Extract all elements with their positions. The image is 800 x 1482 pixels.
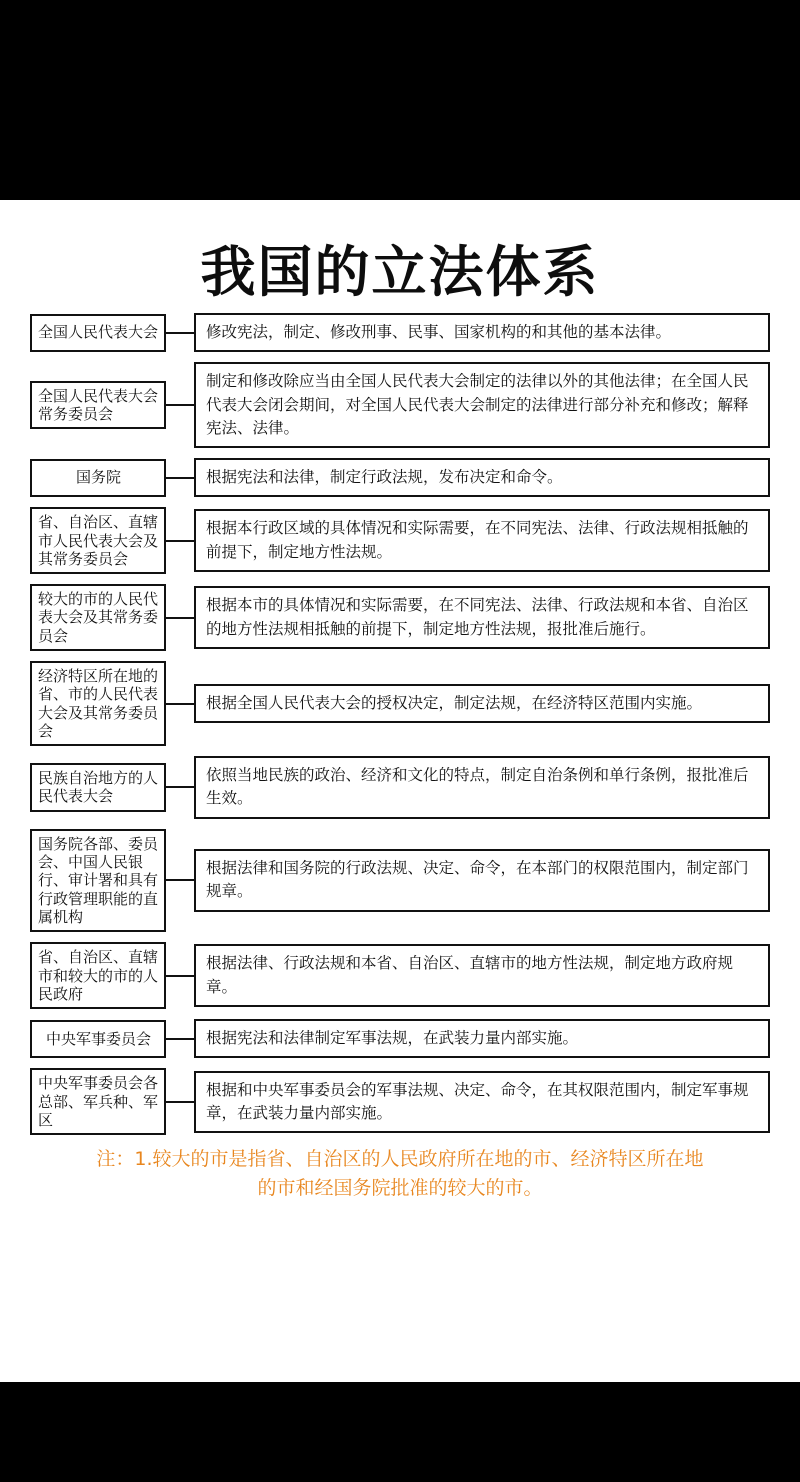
organ-box: 民族自治地方的人民代表大会 [30, 763, 166, 812]
power-box: 修改宪法，制定、修改刑事、民事、国家机构的和其他的基本法律。 [194, 313, 770, 352]
connector-line [166, 703, 194, 705]
organ-box: 全国人民代表大会 [30, 314, 166, 352]
organ-box: 较大的市的人民代表大会及其常务委员会 [30, 584, 166, 651]
table-row [30, 313, 770, 352]
table-row [30, 942, 770, 1009]
organ-box: 全国人民代表大会常务委员会 [30, 381, 166, 430]
bottom-letterbox-bar [0, 1382, 800, 1482]
table-row [30, 661, 770, 746]
power-box: 根据宪法和法律，制定行政法规，发布决定和命令。 [194, 458, 770, 497]
organ-box: 国务院各部、委员会、中国人民银行、审计署和具有行政管理职能的直属机构 [30, 829, 166, 932]
connector-line [166, 332, 194, 334]
power-box: 根据全国人民代表大会的授权决定，制定法规，在经济特区范围内实施。 [194, 684, 770, 723]
page-title: 我国的立法体系 [200, 240, 600, 304]
footnote [50, 1145, 750, 1202]
connector-line [166, 879, 194, 881]
footnote-line-1: 注：1.较大的市是指省、自治区的人民政府所在地的市、经济特区所在地 [96, 1148, 704, 1171]
diagram-sheet [0, 200, 800, 1382]
table-row [30, 458, 770, 497]
power-box: 依照当地民族的政治、经济和文化的特点，制定自治条例和单行条例，报批准后生效。 [194, 756, 770, 819]
power-box: 根据法律、行政法规和本省、自治区、直辖市的地方性法规，制定地方政府规章。 [194, 944, 770, 1007]
connector-line [166, 477, 194, 479]
organ-box: 中央军事委员会 [30, 1020, 166, 1058]
connector-line [166, 786, 194, 788]
organ-box: 省、自治区、直辖市人民代表大会及其常务委员会 [30, 507, 166, 574]
organ-box: 中央军事委员会各总部、军兵种、军区 [30, 1068, 166, 1135]
organ-box: 经济特区所在地的省、市的人民代表大会及其常务委员会 [30, 661, 166, 746]
table-row [30, 756, 770, 819]
table-row [30, 362, 770, 448]
table-row [30, 507, 770, 574]
connector-line [166, 975, 194, 977]
connector-line [166, 617, 194, 619]
power-box: 根据本行政区域的具体情况和实际需要，在不同宪法、法律、行政法规相抵触的前提下，制定地方性法规。 [194, 509, 770, 572]
table-row [30, 1019, 770, 1058]
power-box: 根据法律和国务院的行政法规、决定、命令，在本部门的权限范围内，制定部门规章。 [194, 849, 770, 912]
power-box: 根据和中央军事委员会的军事法规、决定、命令，在其权限范围内，制定军事规章，在武装力量内部实施。 [194, 1071, 770, 1134]
power-box: 根据宪法和法律制定军事法规，在武装力量内部实施。 [194, 1019, 770, 1058]
power-box: 根据本市的具体情况和实际需要，在不同宪法、法律、行政法规和本省、自治区的地方性法规相抵触的前提下，制定地方性法规，报批准后施行。 [194, 586, 770, 649]
table-row [30, 1068, 770, 1135]
connector-line [166, 1101, 194, 1103]
organ-box: 省、自治区、直辖市和较大的市的人民政府 [30, 942, 166, 1009]
connector-line [166, 1038, 194, 1040]
top-letterbox-bar [0, 0, 800, 200]
power-box: 制定和修改除应当由全国人民代表大会制定的法律以外的其他法律；在全国人民代表大会闭会期间，对全国人民代表大会制定的法律进行部分补充和修改；解释宪法、法律。 [194, 362, 770, 448]
connector-line [166, 540, 194, 542]
legislation-rows [30, 313, 770, 1135]
organ-box: 国务院 [30, 459, 166, 497]
connector-line [166, 404, 194, 406]
footnote-line-2: 的市和经国务院批准的较大的市。 [257, 1176, 543, 1199]
table-row [30, 584, 770, 651]
table-row [30, 829, 770, 932]
